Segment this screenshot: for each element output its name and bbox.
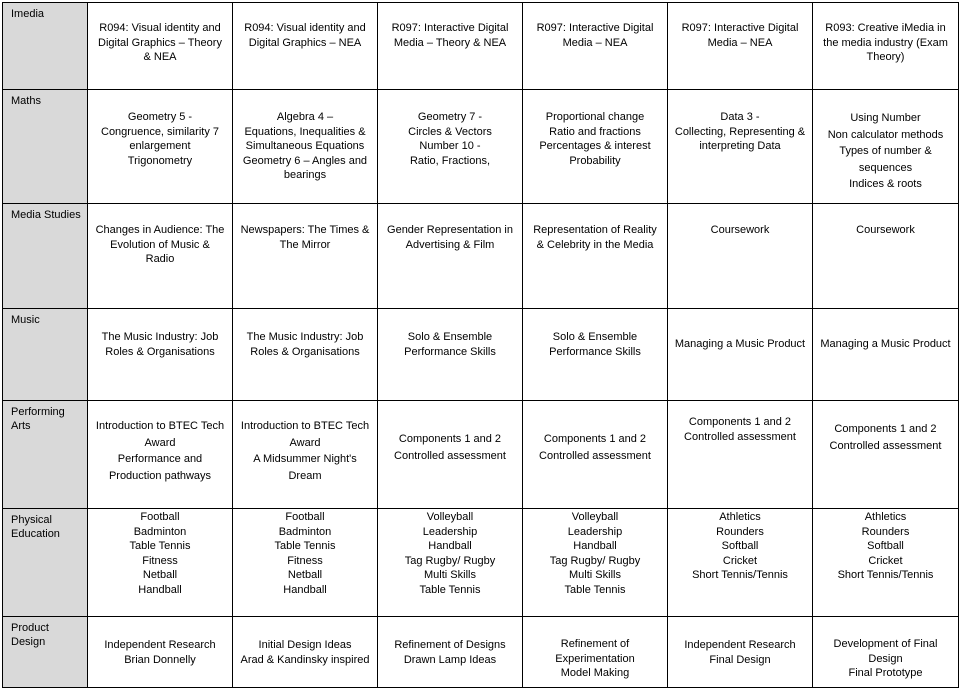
topic-cell: [813, 309, 959, 401]
subject-cell: Performing Arts: [3, 401, 88, 509]
topic-line: Congruence, similarity 7: [101, 125, 219, 138]
topic-text: [378, 509, 522, 597]
topic-text: [378, 204, 522, 252]
topic-line: Cricket: [868, 554, 903, 567]
topic-text: [523, 204, 667, 252]
topic-line: Gender Representation in: [387, 224, 513, 236]
topic-line: Cricket: [722, 554, 758, 567]
topic-text: [813, 509, 958, 583]
topic-text: [523, 90, 667, 168]
topic-line: Media – NEA: [562, 36, 628, 49]
topic-line: Short Tennis/Tennis: [837, 569, 934, 581]
topic-line: Independent Research: [684, 639, 796, 651]
topic-line: & Celebrity in the Media: [536, 238, 654, 251]
topic-line: Rounders: [861, 525, 910, 538]
topic-line: R094: Visual identity and: [244, 22, 366, 34]
topic-text: [88, 401, 232, 484]
topic-line: Multi Skills: [569, 569, 621, 581]
topic-line: Fitness: [287, 554, 323, 567]
topic-text: [668, 3, 812, 50]
topic-line: Controlled assessment: [829, 439, 942, 452]
topic-line: Drawn Lamp Ideas: [403, 653, 497, 666]
topic-line: Algebra 4 –: [276, 111, 334, 123]
topic-line: Volleyball: [571, 511, 619, 523]
topic-text: [813, 90, 958, 193]
topic-line: Representation of Reality: [533, 224, 657, 236]
topic-cell: [668, 401, 813, 509]
topic-line: Controlled assessment: [684, 430, 796, 443]
topic-line: Components 1 and 2: [688, 416, 792, 428]
topic-line: Independent Research: [104, 639, 216, 651]
topic-line: A Midsummer Night's: [253, 453, 357, 465]
topic-cell: [378, 401, 523, 509]
topic-cell: [233, 309, 378, 401]
topic-text: [88, 509, 232, 597]
topic-cell: [233, 401, 378, 509]
topic-cell: [813, 204, 959, 309]
table-row: [3, 204, 959, 309]
topic-line: sequences: [858, 161, 913, 174]
topic-line: Handball: [138, 583, 182, 596]
topic-line: Simultaneous Equations: [245, 140, 365, 152]
topic-cell: [378, 90, 523, 204]
topic-line: Performance Skills: [404, 345, 496, 358]
topic-line: Controlled assessment: [394, 449, 506, 462]
topic-cell: [233, 3, 378, 90]
topic-cell: [88, 509, 233, 617]
topic-text: [233, 617, 377, 667]
topic-cell: [523, 90, 668, 204]
topic-cell: [668, 3, 813, 90]
topic-line: Refinement of: [560, 638, 630, 650]
topic-line: Table Tennis: [274, 540, 336, 552]
topic-line: Solo & Ensemble: [552, 331, 638, 343]
subject-cell: Media Studies: [3, 204, 88, 309]
topic-cell: [233, 509, 378, 617]
topic-line: Football: [140, 511, 180, 523]
topic-line: Initial Design Ideas: [258, 639, 352, 651]
topic-line: R097: Interactive Digital: [536, 22, 654, 34]
topic-line: Collecting, Representing &: [674, 125, 806, 138]
topic-line: bearings: [283, 169, 327, 181]
topic-cell: [233, 90, 378, 204]
topic-cell: [668, 617, 813, 688]
table-row: [3, 309, 959, 401]
topic-line: Evolution of Music &: [110, 238, 210, 251]
topic-text: [523, 509, 667, 597]
topic-line: Managing a Music Product: [820, 338, 951, 350]
topic-text: [668, 509, 812, 583]
topic-line: Badminton: [133, 525, 187, 538]
topic-line: & NEA: [143, 51, 177, 63]
topic-cell: [88, 401, 233, 509]
topic-text: [88, 3, 232, 65]
table-row: [3, 401, 959, 509]
topic-line: Tag Rugby/ Rugby: [549, 554, 641, 567]
subject-cell: Music: [3, 309, 88, 401]
topic-line: Short Tennis/Tennis: [692, 569, 788, 581]
topic-text: [668, 401, 812, 444]
topic-line: Final Prototype: [848, 667, 923, 679]
topic-text: [378, 309, 522, 359]
topic-cell: [523, 509, 668, 617]
topic-line: interpreting Data: [699, 140, 781, 152]
topic-line: Multi Skills: [424, 569, 476, 581]
topic-line: Roles & Organisations: [105, 345, 215, 358]
table-row: [3, 90, 959, 204]
topic-cell: [668, 509, 813, 617]
topic-line: Rounders: [716, 525, 764, 538]
topic-line: Table Tennis: [419, 583, 481, 596]
topic-line: Handball: [573, 540, 617, 552]
topic-line: Softball: [721, 540, 759, 552]
topic-line: Solo & Ensemble: [407, 331, 493, 343]
topic-line: Coursework: [856, 224, 915, 236]
topic-cell: [378, 3, 523, 90]
topic-line: Award: [144, 436, 176, 449]
topic-line: R097: Interactive Digital: [681, 22, 799, 34]
topic-line: Media – Theory & NEA: [393, 36, 507, 49]
topic-line: Table Tennis: [129, 540, 191, 552]
topic-line: Geometry 5 -: [127, 111, 193, 123]
subject-cell: Physical Education: [3, 509, 88, 617]
topic-line: Table Tennis: [564, 583, 626, 596]
topic-line: Badminton: [278, 525, 332, 538]
topic-line: Digital Graphics – NEA: [248, 36, 362, 49]
topic-text: [523, 617, 667, 681]
topic-line: Athletics: [719, 511, 761, 523]
topic-cell: [378, 204, 523, 309]
topic-cell: [88, 90, 233, 204]
topic-line: Tag Rugby/ Rugby: [404, 554, 496, 567]
topic-text: [668, 309, 812, 352]
topic-cell: [668, 90, 813, 204]
topic-text: [668, 617, 812, 667]
topic-text: [233, 401, 377, 484]
topic-text: [813, 3, 958, 65]
topic-line: Football: [285, 511, 325, 523]
topic-cell: [668, 309, 813, 401]
topic-line: R094: Visual identity and: [99, 22, 221, 34]
topic-line: Development of Final: [833, 638, 938, 650]
topic-text: [233, 309, 377, 359]
topic-text: [233, 3, 377, 50]
topic-line: The Music Industry: Job: [101, 331, 219, 343]
topic-cell: [813, 90, 959, 204]
topic-text: [233, 204, 377, 252]
topic-line: Experimentation: [555, 652, 635, 665]
topic-text: [88, 204, 232, 267]
topic-text: [668, 90, 812, 154]
topic-line: Percentages & interest: [539, 140, 651, 152]
topic-text: [813, 617, 958, 681]
subject-cell: Product Design: [3, 617, 88, 688]
topic-text: [233, 509, 377, 597]
topic-cell: [523, 401, 668, 509]
topic-line: Leadership: [422, 525, 478, 538]
topic-line: enlargement: [129, 140, 191, 152]
topic-cell: [668, 204, 813, 309]
topic-line: Volleyball: [426, 511, 474, 523]
topic-line: Components 1 and 2: [398, 433, 502, 445]
topic-line: Handball: [283, 583, 327, 596]
topic-line: Circles & Vectors: [408, 125, 492, 138]
topic-text: [813, 204, 958, 238]
topic-text: [813, 309, 958, 352]
topic-line: Changes in Audience: The: [95, 224, 225, 236]
topic-text: [378, 90, 522, 168]
topic-line: Geometry 6 – Angles and: [242, 154, 368, 167]
topic-line: Newspapers: The Times &: [240, 224, 370, 236]
topic-line: Types of number &: [839, 145, 932, 157]
topic-line: Athletics: [864, 511, 907, 523]
topic-text: [523, 3, 667, 50]
topic-line: Production pathways: [108, 469, 212, 482]
topic-line: Fitness: [142, 554, 178, 567]
topic-line: Netball: [142, 569, 178, 581]
topic-line: Arad & Kandinsky inspired: [240, 653, 370, 666]
topic-line: Award: [289, 436, 321, 449]
topic-line: Radio: [145, 253, 175, 265]
topic-line: Non calculator methods: [827, 128, 944, 141]
topic-line: Refinement of Designs: [394, 639, 506, 651]
topic-cell: [813, 509, 959, 617]
topic-text: [378, 617, 522, 667]
topic-line: Components 1 and 2: [543, 433, 647, 445]
topic-line: Model Making: [560, 667, 630, 679]
topic-line: Managing a Music Product: [674, 338, 806, 350]
topic-line: Equations, Inequalities &: [244, 125, 366, 138]
topic-line: Data 3 -: [720, 111, 760, 123]
topic-line: Performance Skills: [549, 345, 641, 358]
topic-line: Brian Donnelly: [124, 653, 196, 666]
topic-text: [88, 617, 232, 667]
topic-line: Proportional change: [545, 111, 645, 123]
topic-text: [523, 401, 667, 464]
topic-text: [668, 204, 812, 238]
topic-line: Design: [868, 652, 903, 665]
topic-line: Performance and: [117, 453, 203, 465]
topic-line: Number 10 -: [419, 140, 481, 152]
topic-cell: [378, 309, 523, 401]
topic-line: Ratio, Fractions,: [409, 154, 491, 167]
topic-line: Softball: [867, 540, 904, 552]
topic-cell: [523, 309, 668, 401]
topic-text: [233, 90, 377, 183]
topic-line: Final Design: [709, 653, 771, 666]
topic-text: [813, 401, 958, 454]
topic-line: Leadership: [567, 525, 623, 538]
topic-text: [523, 309, 667, 359]
topic-line: R093: Creative iMedia in: [825, 22, 946, 34]
topic-line: Digital Graphics – Theory: [98, 36, 222, 49]
topic-cell: [88, 309, 233, 401]
topic-cell: [523, 3, 668, 90]
topic-line: Handball: [428, 540, 472, 552]
curriculum-table: [2, 2, 959, 688]
topic-cell: [523, 204, 668, 309]
topic-cell: [378, 617, 523, 688]
topic-line: Introduction to BTEC Tech: [240, 420, 370, 432]
table-row: [3, 509, 959, 617]
topic-line: Trigonometry: [127, 154, 193, 167]
table-row: [3, 3, 959, 90]
topic-text: [378, 401, 522, 464]
topic-line: The Mirror: [279, 238, 331, 251]
topic-line: Netball: [287, 569, 323, 581]
topic-line: Using Number: [850, 112, 921, 124]
topic-line: Components 1 and 2: [834, 423, 937, 435]
topic-line: Dream: [288, 469, 322, 482]
topic-cell: [88, 617, 233, 688]
topic-line: Indices & roots: [849, 178, 922, 190]
topic-cell: [813, 617, 959, 688]
topic-line: Probability: [569, 154, 621, 167]
topic-cell: [233, 204, 378, 309]
topic-cell: [88, 3, 233, 90]
topic-cell: [88, 204, 233, 309]
topic-line: Geometry 7 -: [417, 111, 483, 123]
topic-text: [378, 3, 522, 50]
topic-line: Introduction to BTEC Tech: [95, 420, 225, 432]
topic-line: The Music Industry: Job: [246, 331, 364, 343]
subject-cell: Imedia: [3, 3, 88, 90]
topic-line: Ratio and fractions: [549, 125, 641, 138]
topic-line: Advertising & Film: [405, 238, 495, 251]
topic-cell: [378, 509, 523, 617]
topic-cell: [233, 617, 378, 688]
curriculum-body: [3, 3, 959, 688]
topic-cell: [813, 3, 959, 90]
topic-line: the media industry (Exam: [823, 36, 948, 49]
topic-line: Coursework: [710, 224, 770, 236]
topic-line: Media – NEA: [707, 36, 773, 49]
topic-text: [88, 309, 232, 359]
table-row: [3, 617, 959, 688]
topic-line: Roles & Organisations: [250, 345, 360, 358]
topic-cell: [523, 617, 668, 688]
topic-line: Theory): [866, 51, 905, 63]
subject-cell: Maths: [3, 90, 88, 204]
topic-line: Controlled assessment: [539, 449, 651, 462]
topic-cell: [813, 401, 959, 509]
topic-line: R097: Interactive Digital: [391, 22, 509, 34]
topic-text: [88, 90, 232, 168]
